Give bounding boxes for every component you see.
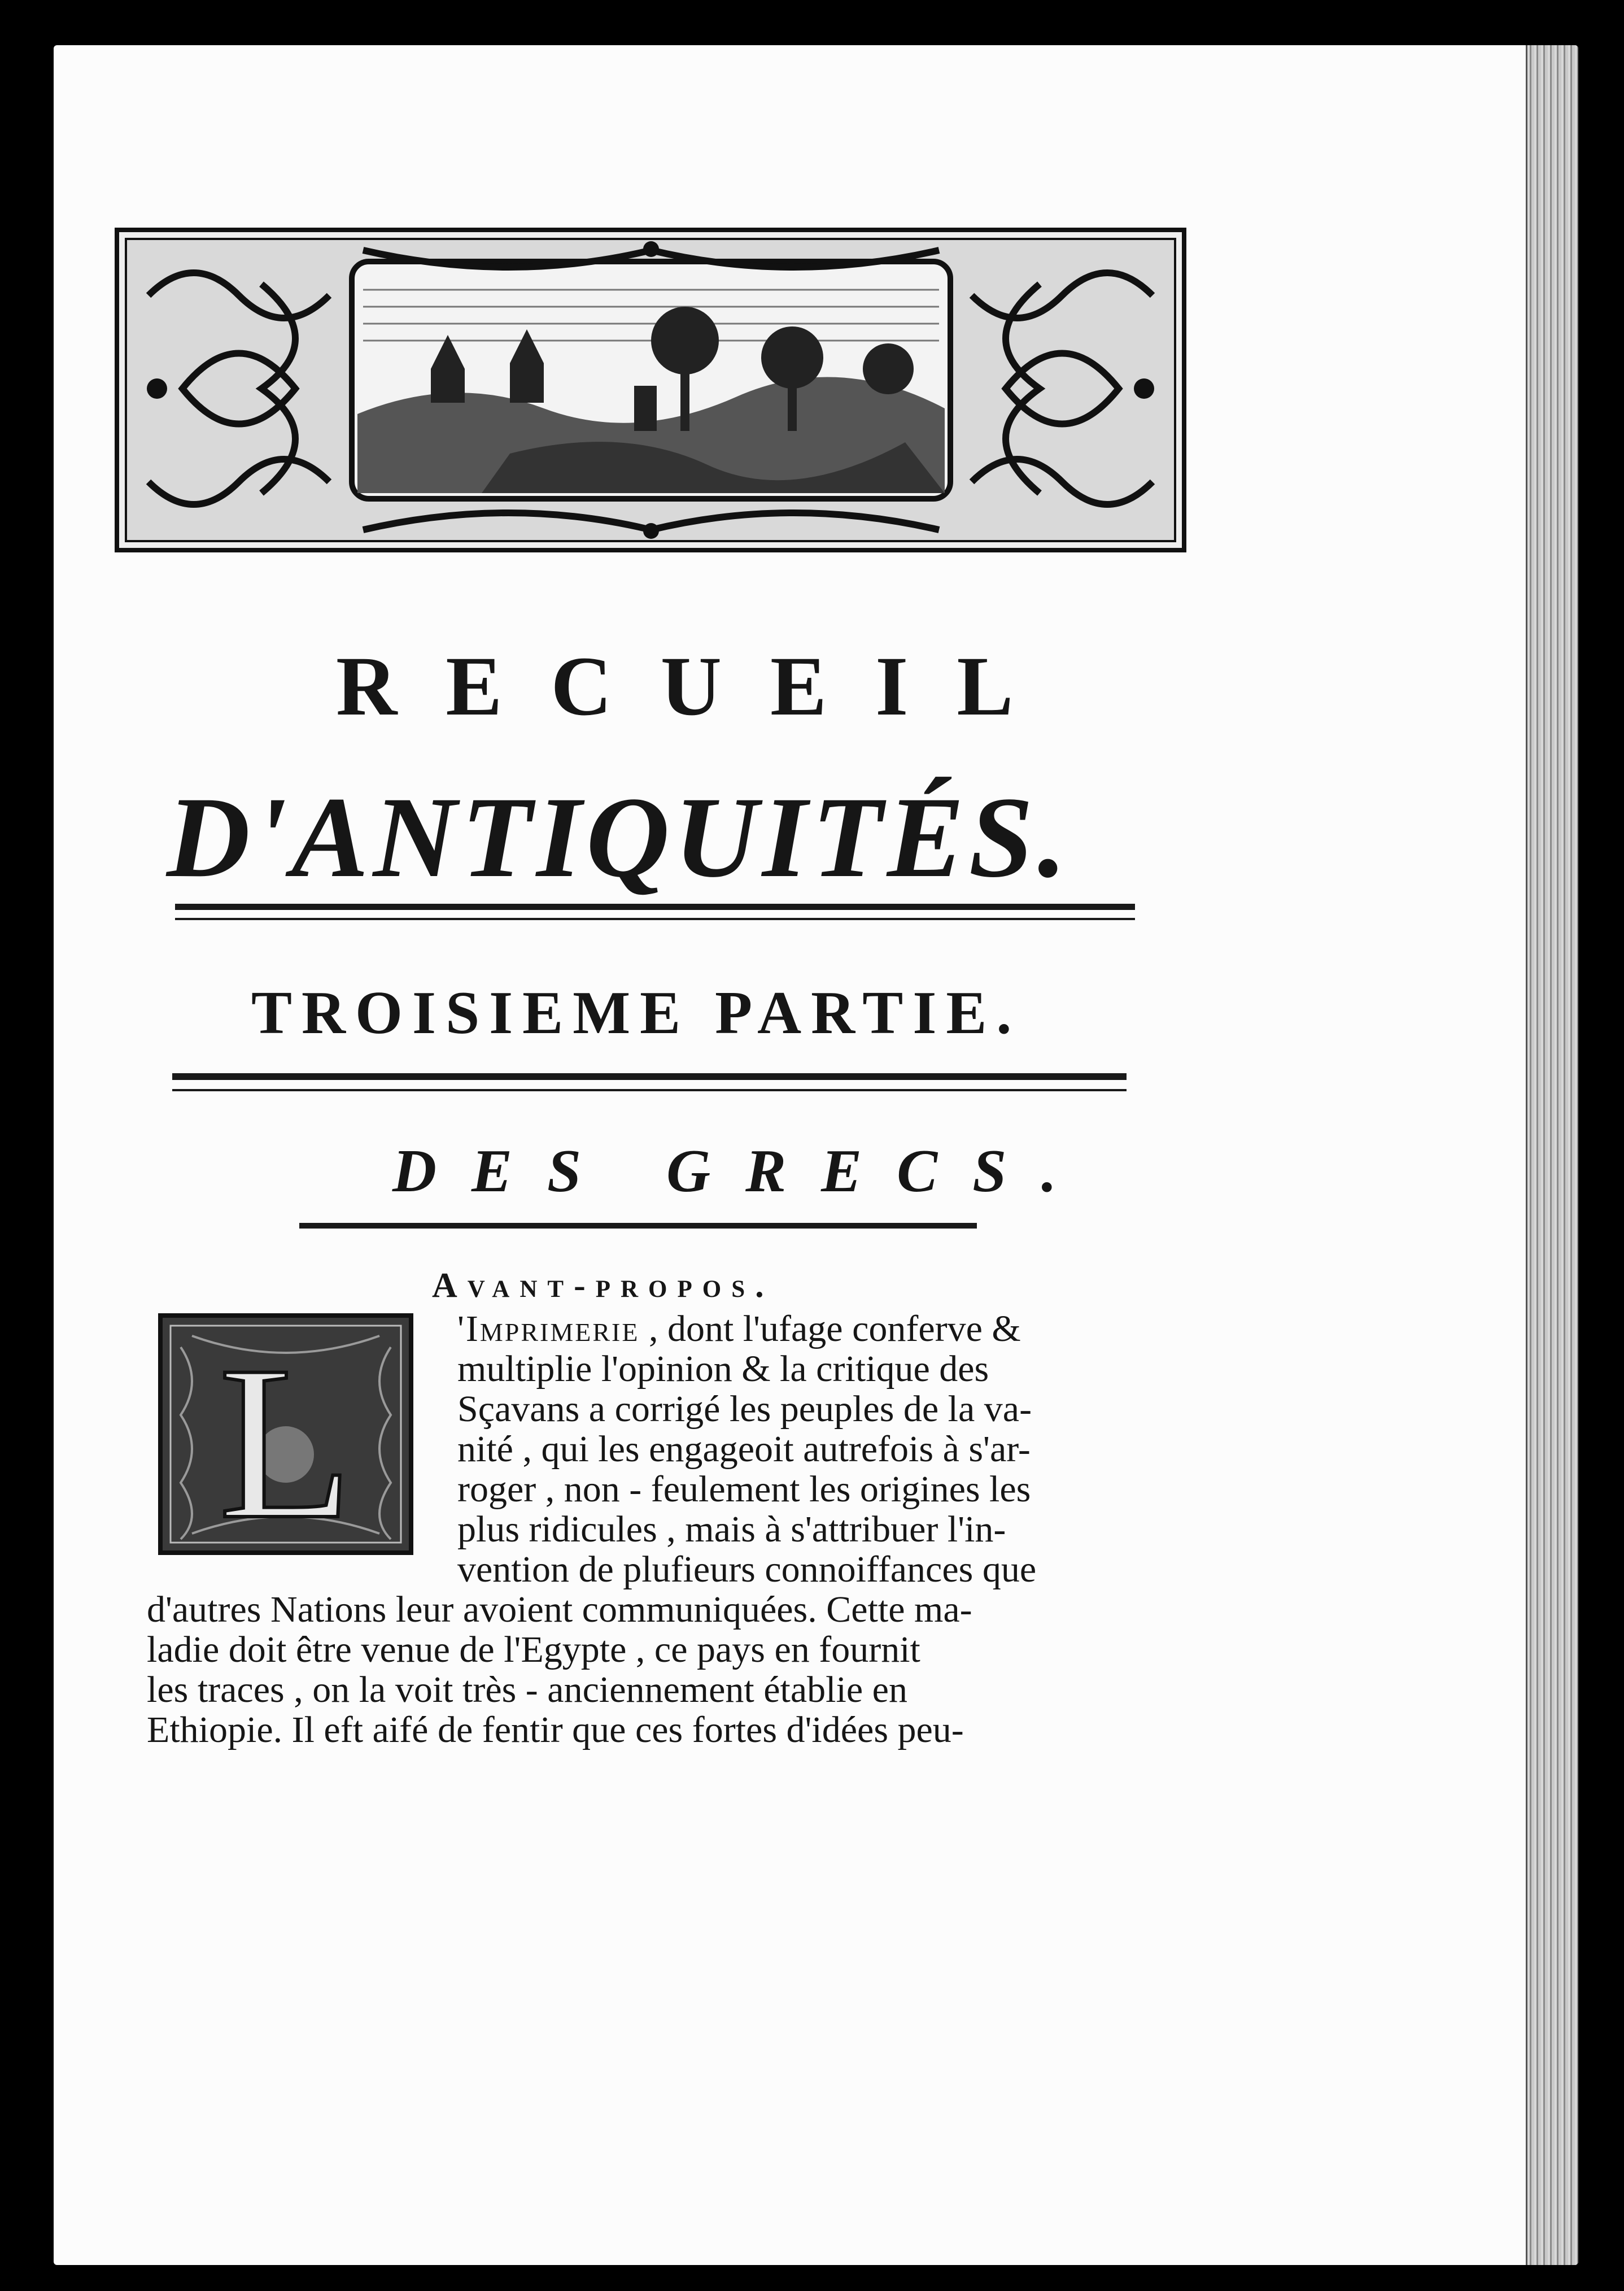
book-title: RECUEIL <box>336 639 1062 733</box>
drop-cap-letter: L <box>218 1321 353 1555</box>
double-rule-bottom-thin <box>172 1089 1127 1091</box>
double-rule-top-thick <box>175 904 1135 910</box>
text-line: vention de plufieurs connoiffances que <box>457 1549 1037 1590</box>
foreword-heading: Avant-propos. <box>432 1266 774 1305</box>
text-line: Sçavans a corrigé les peuples de la va- <box>457 1388 1032 1430</box>
part-heading: TROISIEME PARTIE. <box>251 979 1021 1047</box>
text-line: ladie doit être venue de l'Egypte , ce pays en fournit <box>147 1629 920 1670</box>
double-rule-top-thin <box>175 918 1135 920</box>
book-title-subtitle: D'ANTIQUITÉS. <box>167 773 1071 901</box>
text-line: Ethiopie. Il eft aifé de fentir que ces fortes d'idées peu- <box>147 1709 964 1750</box>
section-subtitle: DES GRECS. <box>392 1138 1092 1205</box>
text-line: les traces , on la voit très - anciennement établie en <box>147 1669 907 1710</box>
text-line: multiplie l'opinion & la critique des <box>457 1348 989 1390</box>
double-rule-bottom-thick <box>172 1073 1127 1080</box>
page-edge <box>1526 45 1578 2265</box>
first-word: 'Imprimerie <box>457 1308 640 1349</box>
decorated-drop-cap <box>158 1313 413 1555</box>
text-line: 'Imprimerie , dont l'ufage conferve & <box>457 1308 1021 1349</box>
text-line: roger , non - feulement les origines les <box>457 1469 1031 1510</box>
text-line: nité , qui les engageoit autrefois à s'ar- <box>457 1428 1031 1470</box>
short-rule <box>299 1223 977 1229</box>
text-line: d'autres Nations leur avoient communiquées. Cette ma- <box>147 1589 972 1630</box>
text-line: plus ridicules , mais à s'attribuer l'in- <box>457 1509 1006 1550</box>
headpiece-engraving <box>115 228 1186 552</box>
book-page <box>54 45 1578 2265</box>
